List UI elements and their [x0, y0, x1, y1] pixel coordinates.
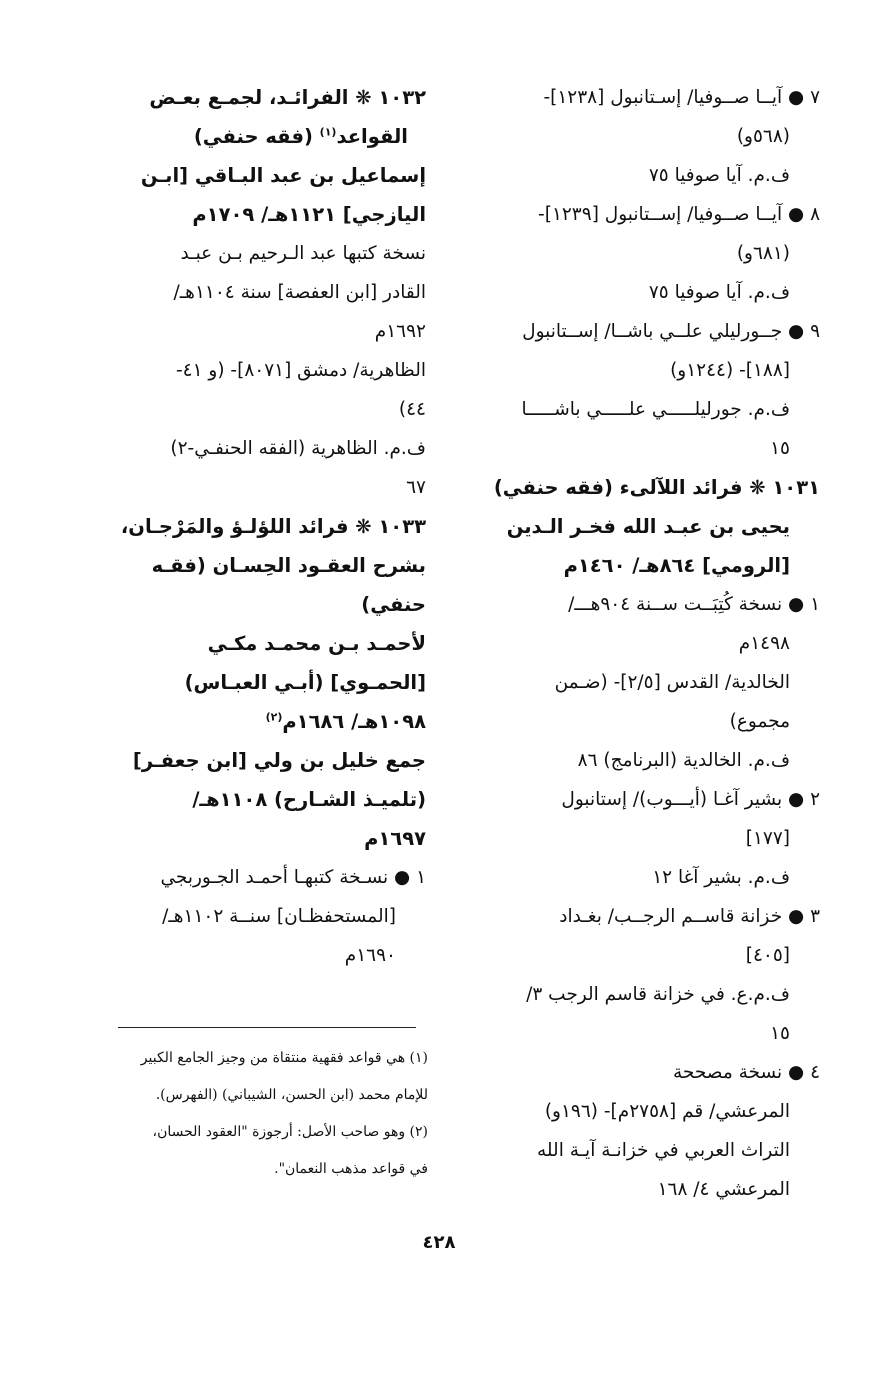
- film-reference: ف.م. آيا صوفيا ٧٥: [648, 282, 790, 303]
- left-column: [96, 78, 426, 975]
- footnote-marker: (١): [319, 125, 337, 139]
- author-name: لأحمـد بـن محمـد مكـي: [207, 632, 426, 655]
- holding-library: المرعشي/ قم [٢٧٥٨م]- (١٩٦و): [544, 1101, 790, 1122]
- page-number: ٤٢٨: [422, 1232, 456, 1253]
- author-name-cont: [الحمـوي] (أبـي العبـاس): [184, 671, 426, 694]
- holding-note: مجموع): [729, 711, 790, 732]
- entry-title-1033: ١٠٣٣ ❋ فرائد اللؤلـؤ والمَرْجـان،: [120, 515, 426, 538]
- entry-title-1032-cont: [96, 117, 426, 156]
- entry-title-1033-cont: بشرح العقـود الحِسـان (فقـه: [151, 554, 426, 577]
- copy-date: ١٦٩٢م: [374, 321, 426, 342]
- right-column: [470, 78, 820, 1209]
- copy-line: ٩ ● جــورليلي علــي باشــا/ إســتانبول: [522, 321, 820, 342]
- folio-range: (٦٨١و): [736, 243, 790, 264]
- title-text: القواعد: [336, 125, 408, 148]
- author-name: يحيى بن عبـد الله فخـر الـدين: [506, 515, 790, 538]
- film-reference-cont: المرعشي ٤/ ١٦٨: [657, 1179, 790, 1200]
- copy-date: ١٤٩٨م: [738, 633, 790, 654]
- film-reference: ف.م. آيا صوفيا ٧٥: [648, 165, 790, 186]
- copy-line-cont: [المستحفظـان] سنــة ١١٠٢هـ/: [162, 906, 396, 927]
- film-reference: ف.م.ع. في خزانة قاسم الرجب ٣/: [526, 984, 790, 1005]
- copy-line: ٣ ● خزانة قاســم الرجــب/ بغـداد: [559, 906, 820, 927]
- copy-line: ١ ● نسـخة كتبهـا أحمـد الجـوربجي: [160, 867, 426, 888]
- footnote-marker: (٢): [265, 710, 283, 724]
- footnotes: [88, 1040, 428, 1188]
- holding-library: الخالدية/ القدس [٢/٥]- (ضـمن: [554, 672, 790, 693]
- dates-text: ١٠٩٨هـ/ ١٦٨٦م: [282, 710, 426, 733]
- compiler-name: جمع خليل بن ولي [ابن جعفـر]: [132, 749, 426, 772]
- folio-range: (٥٦٨و): [736, 126, 790, 147]
- film-reference-cont: ١٥: [770, 1023, 790, 1044]
- entry-title-1031: ١٠٣١ ❋ فرائد اللآلىء (فقه حنفي): [493, 476, 820, 499]
- copy-date: ١٦٩٠م: [344, 945, 396, 966]
- shelfmark: [٤٠٥]: [745, 945, 790, 966]
- author-name: إسماعيل بن عبد البـاقي [ابـن: [140, 164, 426, 187]
- footnote-1-cont: للإمام محمد (ابن الحسن، الشيباني) (الفهرس).: [155, 1087, 428, 1103]
- copy-line: نسخة كتبها عبد الـرحيم بـن عبـد: [180, 243, 426, 264]
- film-reference: ف.م. بشير آغا ١٢: [652, 867, 790, 888]
- copy-line: ١ ● نسخة كُتِبَــت ســنة ٩٠٤هـــ/: [568, 594, 820, 615]
- copy-line: ٤ ● نسخة مصححة: [673, 1062, 820, 1083]
- footnote-1: (١) هي قواعد فقهية منتقاة من وجيز الجامع الكبير: [140, 1050, 428, 1066]
- shelfmark: [١٧٧]: [745, 828, 790, 849]
- film-reference-cont: ٦٧: [406, 477, 426, 498]
- footnote-divider: [118, 1027, 416, 1028]
- compiler-note: (تلميـذ الشـارح) ١١٠٨هـ/: [192, 788, 426, 811]
- holding-library: الظاهرية/ دمشق [٨٠٧١]- (و ٤١-: [175, 360, 426, 381]
- compiler-dates: ١٦٩٧م: [364, 827, 426, 850]
- shelfmark: [١٨٨]- (١٢٤٤و): [670, 360, 790, 381]
- footnote-2: (٢) وهو صاحب الأصل: أرجوزة "العقود الحسان،: [152, 1124, 428, 1140]
- entry-title-1032: ١٠٣٢ ❋ الفرائـد، لجمـع بعـض: [149, 86, 426, 109]
- footnote-2-cont: في قواعد مذهب النعمان".: [274, 1161, 428, 1177]
- author-dates: [الرومي] ٨٦٤هـ/ ١٤٦٠م: [563, 554, 790, 577]
- author-dates: [96, 702, 426, 741]
- copy-line: ٨ ● آيــا صــوفيا/ إســتانبول [١٢٣٩]-: [538, 204, 820, 225]
- subject-tag: (فقه حنفي): [193, 125, 320, 148]
- author-dates: اليازجي] ١١٢١هـ/ ١٧٠٩م: [192, 203, 426, 226]
- film-reference: ف.م. جورليلـــــي علـــــي باشـــــا: [521, 399, 790, 420]
- copy-line-cont: القادر [ابن العفصة] سنة ١١٠٤هـ/: [173, 282, 426, 303]
- film-reference: التراث العربي في خزانـة آيـة الله: [537, 1140, 790, 1161]
- subject-tag: حنفي): [361, 593, 426, 616]
- copy-line: ٢ ● بشير آغـا (أيـــوب)/ إستانبول: [561, 789, 820, 810]
- copy-line: ٧ ● آيــا صــوفيا/ إسـتانبول [١٢٣٨]-: [543, 87, 820, 108]
- folio-range: ٤٤): [398, 399, 426, 420]
- film-reference: ف.م. الخالدية (البرنامج) ٨٦: [577, 750, 790, 771]
- film-reference-cont: ١٥: [770, 438, 790, 459]
- film-reference: ف.م. الظاهرية (الفقه الحنفـي-٢): [170, 438, 426, 459]
